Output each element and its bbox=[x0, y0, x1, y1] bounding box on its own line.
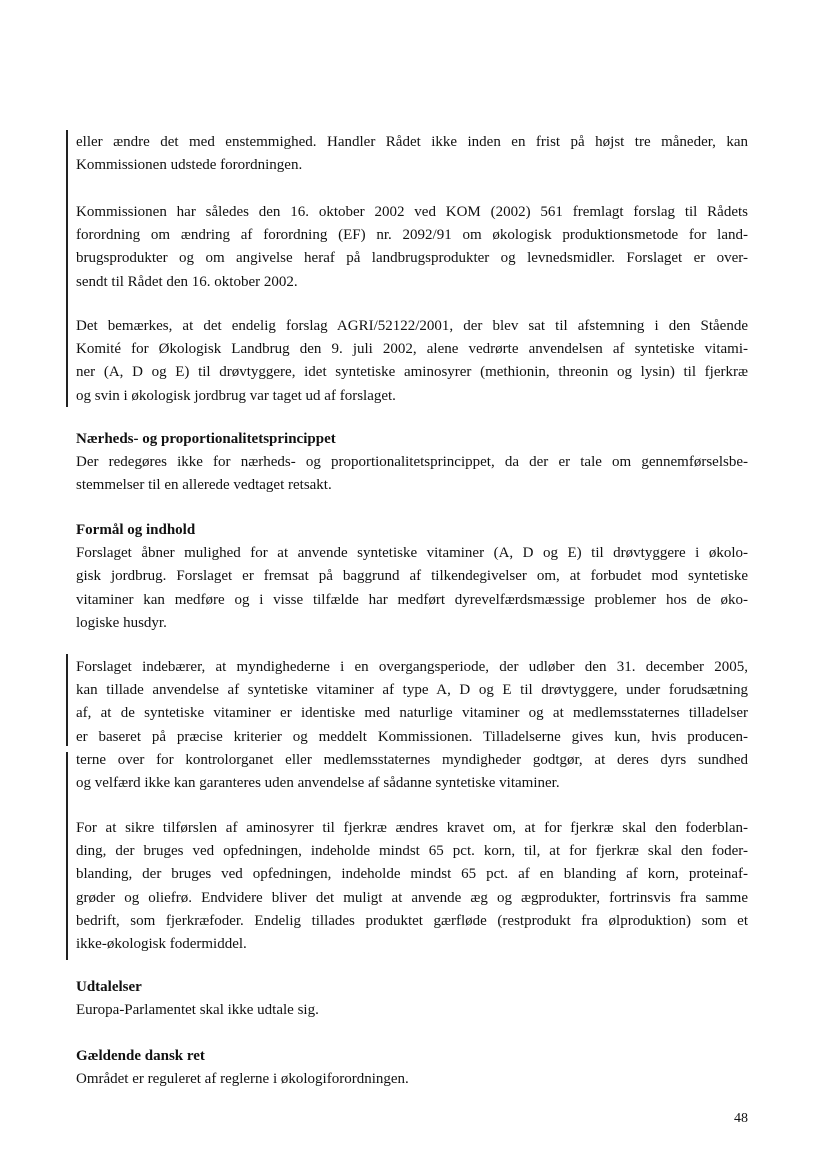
text-line: Komité for Økologisk Landbrug den 9. juli 2002, alene vedrørte anvendelsen af syntetiske vitami- bbox=[76, 341, 748, 358]
text-line: og svin i økologisk jordbrug var taget ud af forslaget. bbox=[76, 387, 396, 404]
text-line: er baseret på præcise kriterier og meddelt Kommissionen. Tilladelserne gives kun, hvis producen- bbox=[76, 728, 748, 745]
text-line: ding, der bruges ved opfedningen, indeholde mindst 65 pct. korn, til, at for fjerkræ skal den foder- bbox=[76, 843, 748, 860]
text-line: stemmelser til en allerede vedtaget retsakt. bbox=[76, 477, 332, 494]
section-naerheds bbox=[76, 428, 748, 498]
revision-bar-2 bbox=[66, 654, 68, 746]
text-line: Europa-Parlamentet skal ikke udtale sig. bbox=[76, 1002, 319, 1019]
revision-bar-3 bbox=[66, 752, 68, 960]
text-line: Kommissionen har således den 16. oktober 2002 ved KOM (2002) 561 fremlagt forslag til Rådets bbox=[76, 204, 748, 220]
text-line: gisk jordbrug. Forslaget er fremsat på baggrund af tilkendegivelser om, at forbudet mod syntetiske bbox=[76, 568, 748, 585]
section-formaal bbox=[76, 519, 748, 635]
text-line: ikke-økologisk fodermiddel. bbox=[76, 936, 247, 953]
revision-bar-1 bbox=[66, 130, 68, 407]
paragraph-3 bbox=[76, 315, 748, 408]
section-heading: Formål og indhold bbox=[76, 522, 196, 538]
text-line: bedrift, som fjerkræfoder. Endelig tillades produktet gærfløde (restprodukt fra ølproduktion) som et bbox=[76, 912, 748, 929]
text-line: For at sikre tilførslen af aminosyrer til fjerkræ ændres kravet om, at for fjerkræ skal den foderblan- bbox=[76, 820, 748, 836]
section-heading: Nærheds- og proportionalitetsprincippet bbox=[76, 431, 336, 447]
text-line: Forslaget åbner mulighed for at anvende syntetiske vitaminer (A, D og E) til drøvtyggere i økolo- bbox=[76, 545, 748, 562]
section-heading: Udtalelser bbox=[76, 979, 142, 995]
paragraph-7 bbox=[76, 817, 748, 956]
text-line: vitaminer kan medføre og i visse tilfælde har medført dyrevelfærdsmæssige problemer hos de øko- bbox=[76, 591, 748, 608]
text-line: og velfærd ikke kan garanteres uden anvendelse af sådanne syntetiske vitaminer. bbox=[76, 775, 560, 792]
text-line: Området er reguleret af reglerne i økologiforordningen. bbox=[76, 1071, 409, 1088]
text-line: Det bemærkes, at det endelig forslag AGRI/52122/2001, der blev sat til afstemning i den Stående bbox=[76, 318, 748, 334]
text-line: Der redegøres ikke for nærheds- og proportionalitetsprincippet, da der er tale om gennemførselsbe- bbox=[76, 454, 748, 471]
page-number: 48 bbox=[734, 1111, 748, 1126]
section-heading: Gældende dansk ret bbox=[76, 1048, 205, 1064]
text-line: kan tillade anvendelse af syntetiske vitaminer af type A, D og E til drøvtyggere, under forudsætning bbox=[76, 682, 748, 699]
text-line: forordning om ændring af forordning (EF) nr. 2092/91 om økologisk produktionsmetode for land- bbox=[76, 227, 748, 244]
text-line: eller ændre det med enstemmighed. Handler Rådet ikke inden en frist på højst tre måneder, kan bbox=[76, 134, 748, 150]
paragraph-6 bbox=[76, 656, 748, 795]
text-line: Kommissionen udstede forordningen. bbox=[76, 157, 303, 174]
text-line: logiske husdyr. bbox=[76, 614, 167, 631]
text-line: af, at de syntetiske vitaminer er identiske med naturlige vitaminer og at medlemsstaternes tilladelser bbox=[76, 705, 748, 722]
text-line: sendt til Rådet den 16. oktober 2002. bbox=[76, 273, 298, 290]
text-line: brugsprodukter og om angivelse heraf på landbrugsprodukter og levnedsmidler. Forslaget er over- bbox=[76, 250, 748, 267]
text-line: terne over for kontrolorganet eller medlemsstaternes myndigheder godtgør, at deres dyrs sundhed bbox=[76, 751, 748, 768]
paragraph-1 bbox=[76, 131, 748, 177]
section-udtalelser bbox=[76, 976, 748, 1022]
text-line: Forslaget indebærer, at myndighederne i en overgangsperiode, der udløber den 31. december 2005, bbox=[76, 659, 748, 675]
paragraph-2 bbox=[76, 201, 748, 294]
text-line: ner (A, D og E) til drøvtyggere, idet syntetiske aminosyrer (methionin, threonin og lysin) til fjerkræ bbox=[76, 364, 748, 381]
section-gaeldende bbox=[76, 1045, 748, 1091]
text-line: blanding, der bruges ved opfedningen, indeholde mindst 65 pct. af en blanding af korn, proteinaf- bbox=[76, 866, 748, 883]
text-line: grøder og oliefrø. Endvidere bliver det muligt at anvende æg og ægprodukter, fortrinsvis fra samme bbox=[76, 889, 748, 906]
